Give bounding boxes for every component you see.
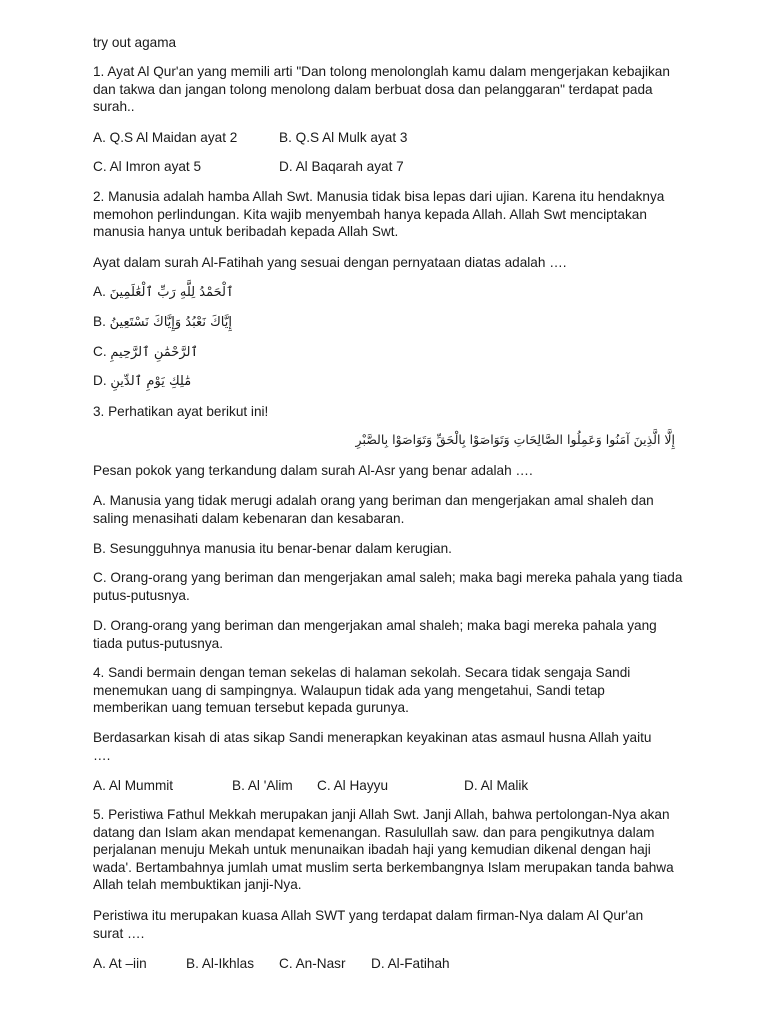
question-5-option-d: D. Al-Fatihah xyxy=(371,956,450,971)
question-5-prompt: Peristiwa itu merupakan kuasa Allah SWT yang terdapat dalam firman-Nya dalam Al Qur'an surat …. xyxy=(93,908,644,941)
question-1-option-a: A. Q.S Al Maidan ayat 2 xyxy=(93,130,238,145)
question-2-option-a xyxy=(93,283,234,302)
question-4-text: 4. Sandi bermain dengan teman sekelas di halaman sekolah. Secara tidak sengaja Sandi menemukan uang di sampingnya. Walaupun tidak ada yang mengetahui, Sandi tetap memberikan uang temuan tersebut kepada gurunya. xyxy=(93,665,631,716)
question-1-option-d: D. Al Baqarah ayat 7 xyxy=(279,159,404,174)
question-1-options-row-1 xyxy=(93,129,693,147)
question-4-options-row xyxy=(93,777,693,795)
question-3-prompt: Pesan pokok yang terkandung dalam surah Al-Asr yang benar adalah …. xyxy=(93,463,533,478)
option-c-label: C. xyxy=(93,344,107,359)
question-4-option-d: D. Al Malik xyxy=(464,778,529,793)
option-b-arabic: إِيَّاكَ نَعْبُدُ وَإِيَّاكَ نَسْتَعِينُ xyxy=(109,315,232,330)
option-b-label: B. xyxy=(93,314,106,329)
question-4-option-b: B. Al 'Alim xyxy=(232,778,293,793)
question-3-ayat: إِلَّا الَّذِينَ آمَنُوا وَعَمِلُوا الصَّالِحَاتِ وَتَوَاصَوْا بِالْحَقِّ وَتَوَاصَوْا بِالصَّبْرِ xyxy=(355,432,675,447)
question-2-prompt: Ayat dalam surah Al-Fatihah yang sesuai dengan pernyataan diatas adalah …. xyxy=(93,255,567,270)
question-5-text: 5. Peristiwa Fathul Mekkah merupakan janji Allah Swt. Janji Allah, bahwa pertolongan-Nya akan datang dan Islam akan mendapat kemenangan. Rasulullah saw. dan para pengikutnya dalam perjalanan menuju Mekah untuk menunaikan ibadah haji yang kemudian dikenal dengan haji wada'. Bertambahnya jumlah umat muslim serta berkembangnya Islam merupakan tanda bahwa Allah telah membuktikan janji-Nya. xyxy=(93,807,674,893)
question-5-option-b: B. Al-Ikhlas xyxy=(186,956,254,971)
option-c-arabic: ٱلرَّحْمَٰنِ ٱلرَّحِيمِ xyxy=(110,345,199,360)
question-1-options-row-2 xyxy=(93,158,693,176)
question-2-option-b xyxy=(93,313,232,332)
question-2-option-d xyxy=(93,372,191,391)
option-a-arabic: ٱلْحَمْدُ لِلَّهِ رَبِّ ٱلْعَٰلَمِينَ xyxy=(109,285,234,300)
question-1-option-c: C. Al Imron ayat 5 xyxy=(93,159,202,174)
option-d-arabic: مَٰلِكِ يَوْمِ ٱلدِّينِ xyxy=(110,374,192,389)
question-1-text: 1. Ayat Al Qur'an yang memili arti "Dan tolong menolonglah kamu dalam mengerjakan kebajikan dan takwa dan jangan tolong menolong dalam berbuat dosa dan pelanggaran" terdapat pada surah.. xyxy=(93,64,670,115)
question-3-text: 3. Perhatikan ayat berikut ini! xyxy=(93,404,269,419)
question-3-option-a: A. Manusia yang tidak merugi adalah orang yang beriman dan mengerjakan amal shaleh dan saling menasihati dalam kebenaran dan kesabaran. xyxy=(93,493,654,526)
question-5-options-row xyxy=(93,955,693,973)
question-5-option-c: C. An-Nasr xyxy=(279,956,346,971)
question-3-option-b: B. Sesungguhnya manusia itu benar-benar dalam kerugian. xyxy=(93,541,452,556)
question-3-option-d: D. Orang-orang yang beriman dan mengerjakan amal shaleh; maka bagi mereka pahala yang tiada putus-putusnya. xyxy=(93,618,657,651)
question-1-option-b: B. Q.S Al Mulk ayat 3 xyxy=(279,130,408,145)
question-2-text: 2. Manusia adalah hamba Allah Swt. Manusia tidak bisa lepas dari ujian. Karena itu hendaknya memohon perlindungan. Kita wajib menyembah hanya kepada Allah. Allah Swt menciptakan manusia hanya untuk beribadah kepada Allah Swt. xyxy=(93,189,665,240)
question-4-option-a: A. Al Mummit xyxy=(93,778,174,793)
option-a-label: A. xyxy=(93,284,106,299)
question-2-option-c xyxy=(93,343,198,362)
option-d-label: D. xyxy=(93,373,107,388)
question-5-option-a: A. At –iin xyxy=(93,956,147,971)
document-title: try out agama xyxy=(93,35,177,50)
question-4-option-c: C. Al Hayyu xyxy=(317,778,389,793)
question-4-prompt: Berdasarkan kisah di atas sikap Sandi menerapkan keyakinan atas asmaul husna Allah yaitu …. xyxy=(93,730,652,763)
question-3-option-c: C. Orang-orang yang beriman dan mengerjakan amal saleh; maka bagi mereka pahala yang tiada putus-putusnya. xyxy=(93,570,683,603)
